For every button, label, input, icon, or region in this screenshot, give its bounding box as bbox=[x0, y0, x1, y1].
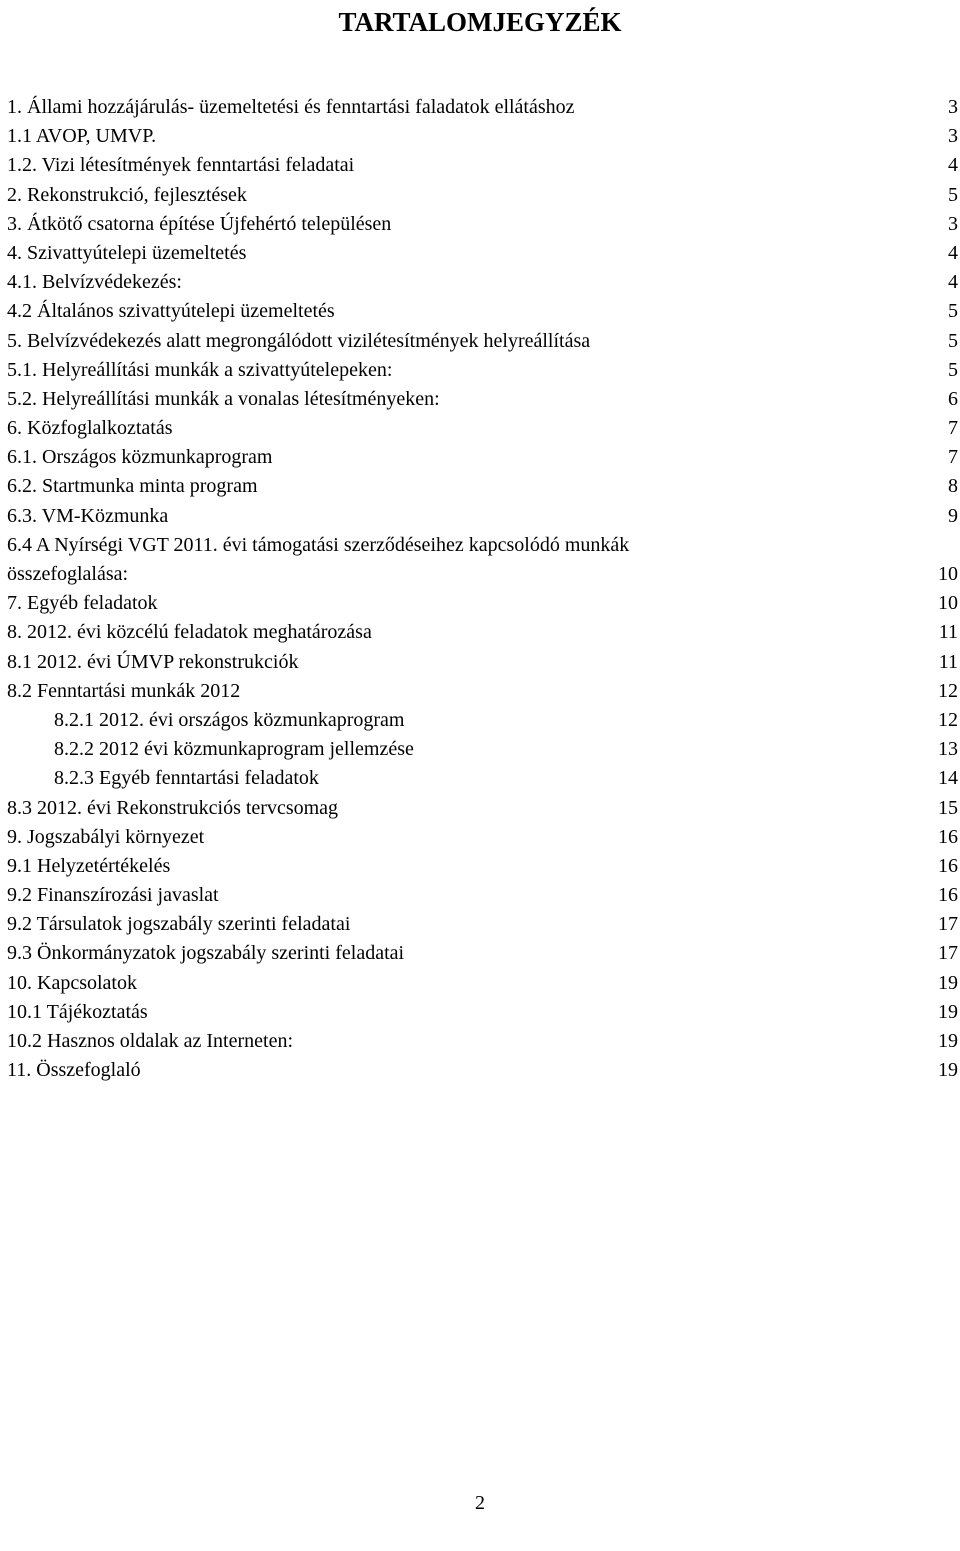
toc-entry-page: 4 bbox=[948, 271, 958, 294]
table-of-contents bbox=[7, 93, 958, 1085]
toc-entry[interactable] bbox=[7, 181, 958, 210]
toc-entry-label: összefoglalása: bbox=[7, 563, 129, 585]
toc-entry-label: 8.3 2012. évi Rekonstrukciós tervcsomag bbox=[7, 796, 339, 819]
toc-entry-page: 19 bbox=[938, 971, 958, 994]
toc-entry-page: 9 bbox=[948, 504, 958, 527]
toc-entry-page: 11 bbox=[938, 621, 958, 644]
toc-entry-page: 4 bbox=[948, 154, 958, 177]
toc-entry[interactable] bbox=[7, 910, 958, 939]
toc-entry[interactable] bbox=[7, 794, 958, 823]
toc-entry-label: 6.1. Országos közmunkaprogram bbox=[7, 446, 273, 469]
toc-entry[interactable] bbox=[7, 93, 958, 122]
toc-entry[interactable] bbox=[7, 998, 958, 1027]
toc-entry-page: 5 bbox=[948, 358, 958, 381]
toc-entry-page: 7 bbox=[948, 417, 958, 440]
toc-entry-label: 4.1. Belvízvédekezés: bbox=[7, 271, 182, 294]
toc-entry-page: 19 bbox=[938, 1030, 958, 1052]
toc-entry[interactable] bbox=[7, 648, 958, 677]
toc-entry-label: 8.2.2 2012 évi közmunkaprogram jellemzése bbox=[54, 738, 414, 761]
toc-entry[interactable] bbox=[7, 939, 958, 968]
toc-entry-label: 10.1 Tájékoztatás bbox=[7, 1000, 148, 1023]
toc-entry[interactable] bbox=[7, 764, 958, 793]
toc-entry-page: 19 bbox=[938, 1000, 958, 1023]
toc-entry-label: 1.1 AVOP, UMVP. bbox=[7, 125, 157, 148]
toc-entry[interactable] bbox=[7, 589, 958, 618]
toc-entry-page: 5 bbox=[948, 329, 958, 352]
toc-entry-label: 8.2.1 2012. évi országos közmunkaprogram bbox=[54, 708, 405, 731]
toc-entry-page: 6 bbox=[948, 387, 958, 410]
toc-entry-label: 9.2 Finanszírozási javaslat bbox=[7, 884, 219, 907]
toc-entry-page: 3 bbox=[948, 125, 958, 148]
toc-entry[interactable] bbox=[7, 618, 958, 647]
toc-entry-label: 1.2. Vizi létesítmények fenntartási feladatai bbox=[7, 154, 355, 177]
page-title: TARTALOMJEGYZÉK bbox=[338, 7, 622, 37]
toc-entry-page: 3 bbox=[948, 212, 958, 235]
toc-entry-page: 14 bbox=[938, 767, 958, 790]
toc-entry-label: 5.2. Helyreállítási munkák a vonalas létesítményeken: bbox=[7, 387, 440, 410]
toc-entry-label: 10. Kapcsolatok bbox=[7, 971, 137, 994]
toc-entry[interactable] bbox=[7, 472, 958, 501]
toc-entry[interactable] bbox=[7, 531, 958, 560]
toc-entry-page: 10 bbox=[938, 592, 958, 615]
toc-entry-label: 8.2.3 Egyéb fenntartási feladatok bbox=[54, 767, 319, 790]
toc-entry[interactable] bbox=[7, 677, 958, 706]
toc-entry[interactable] bbox=[7, 297, 958, 326]
toc-entry-page: 5 bbox=[948, 300, 958, 323]
toc-entry-page: 7 bbox=[948, 446, 958, 469]
toc-entry[interactable] bbox=[7, 210, 958, 239]
toc-entry[interactable] bbox=[7, 151, 958, 180]
toc-entry[interactable] bbox=[7, 356, 958, 385]
toc-entry-page: 11 bbox=[938, 650, 958, 673]
toc-entry[interactable] bbox=[7, 823, 958, 852]
toc-entry-label: 9.2 Társulatok jogszabály szerinti feladatai bbox=[7, 913, 351, 936]
toc-entry[interactable] bbox=[7, 327, 958, 356]
toc-entry-label: 7. Egyéb feladatok bbox=[7, 592, 158, 615]
toc-entry-page: 15 bbox=[938, 796, 958, 819]
toc-entry-page: 8 bbox=[948, 475, 958, 498]
toc-entry-label: 9.3 Önkormányzatok jogszabály szerinti feladatai bbox=[7, 942, 405, 965]
toc-entry[interactable] bbox=[7, 385, 958, 414]
toc-entry-label: 4. Szivattyútelepi üzemeltetés bbox=[7, 241, 247, 264]
toc-entry-page: 16 bbox=[938, 854, 958, 877]
page-number: 2 bbox=[475, 1492, 485, 1514]
toc-entry-page: 3 bbox=[948, 96, 958, 118]
toc-entry-label: 3. Átkötő csatorna építése Újfehértó településen bbox=[7, 212, 392, 235]
toc-entry-label: 6.2. Startmunka minta program bbox=[7, 475, 258, 498]
toc-entry-label: 8.2 Fenntartási munkák 2012 bbox=[7, 679, 241, 702]
toc-entry[interactable] bbox=[7, 706, 958, 735]
toc-entry-page: 12 bbox=[938, 708, 958, 731]
toc-entry-page: 4 bbox=[948, 241, 958, 264]
toc-entry-label: 4.2 Általános szivattyútelepi üzemeltetés bbox=[7, 300, 335, 323]
toc-entry[interactable] bbox=[7, 414, 958, 443]
toc-entry-label: 2. Rekonstrukció, fejlesztések bbox=[7, 183, 247, 206]
toc-entry-page: 16 bbox=[938, 825, 958, 848]
toc-entry-label: 10.2 Hasznos oldalak az Interneten: bbox=[7, 1030, 294, 1052]
toc-entry-page: 5 bbox=[948, 183, 958, 206]
toc-entry-label: 5.1. Helyreállítási munkák a szivattyútelepeken: bbox=[7, 358, 393, 381]
toc-entry-label: 9. Jogszabályi környezet bbox=[7, 825, 205, 848]
toc-entry[interactable] bbox=[7, 239, 958, 268]
toc-entry[interactable] bbox=[7, 268, 958, 297]
toc-entry[interactable] bbox=[7, 122, 958, 151]
toc-entry-page: 10 bbox=[938, 563, 958, 585]
toc-entry-label: 8. 2012. évi közcélú feladatok meghatározása bbox=[7, 621, 372, 644]
toc-entry-page: 17 bbox=[938, 942, 958, 965]
toc-entry[interactable] bbox=[7, 852, 958, 881]
toc-entry[interactable] bbox=[7, 1056, 958, 1085]
toc-entry-label: 8.1 2012. évi ÚMVP rekonstrukciók bbox=[7, 650, 299, 673]
toc-entry-label: 11. Összefoglaló bbox=[7, 1059, 141, 1082]
toc-entry-page: 17 bbox=[938, 913, 958, 936]
toc-entry-label: 9.1 Helyzetértékelés bbox=[7, 854, 171, 877]
toc-entry-label: 6. Közfoglalkoztatás bbox=[7, 417, 173, 440]
toc-entry-label: 6.3. VM-Közmunka bbox=[7, 504, 169, 527]
toc-entry[interactable] bbox=[7, 502, 958, 531]
toc-entry-label: 6.4 A Nyírségi VGT 2011. évi támogatási szerződéseihez kapcsolódó munkák bbox=[7, 533, 630, 556]
toc-entry-continuation[interactable] bbox=[7, 560, 958, 589]
toc-entry[interactable] bbox=[7, 881, 958, 910]
toc-entry-page: 19 bbox=[938, 1059, 958, 1082]
toc-entry-page: 16 bbox=[938, 884, 958, 907]
toc-entry[interactable] bbox=[7, 443, 958, 472]
toc-entry[interactable] bbox=[7, 969, 958, 998]
toc-entry[interactable] bbox=[7, 735, 958, 764]
toc-entry-label: 1. Állami hozzájárulás- üzemeltetési és fenntartási faladatok ellátáshoz bbox=[7, 96, 575, 118]
toc-entry[interactable] bbox=[7, 1027, 958, 1056]
toc-entry-page: 12 bbox=[938, 679, 958, 702]
toc-entry-label: 5. Belvízvédekezés alatt megrongálódott vizilétesítmények helyreállítása bbox=[7, 329, 591, 352]
toc-entry-page: 13 bbox=[938, 738, 958, 761]
